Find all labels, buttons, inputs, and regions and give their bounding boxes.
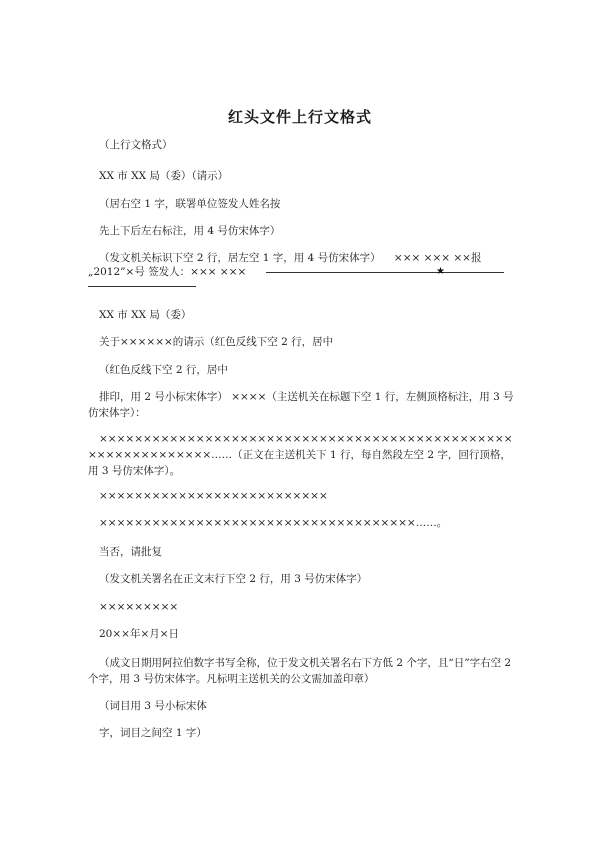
paragraph-format-label: （上行文格式） [99,139,173,151]
issuing-number-note-text: （发文机关标识下空 2 行，居左空 1 字，用 4 号仿宋体字） [99,252,381,264]
issuing-number-tail: ××× ××× ××报 [393,252,482,264]
paragraph-body-3: ××××××××××××××××××××××××××××××××××××……。 [99,517,448,529]
paragraph-closing: 当否，请批复 [99,546,162,558]
paragraph-body-2: ×××××××××××××××××××××××××× [99,490,328,502]
paragraph-recipient-note: 排印，用 2 号小标宋体字） ××××（主送机关在标题下空 1 行，左侧顶格标注，用 3 号仿宋体字）： [88,391,514,419]
issuing-number-block [88,250,518,284]
paragraph-keyword-note-2: 字，词目之间空 1 字） [99,727,207,739]
document-title: 红头文件上行文格式 [227,108,372,126]
star-icon: ★ [436,266,445,277]
paragraph-date: 20××年×月×日 [99,628,180,640]
paragraph-request-title: 关于××××××的请示（红色反线下空 2 行，居中 [99,336,334,348]
paragraph-body-1: ×××××××××××××××××××××××××××××××××××××××××××××××××××××××××××××……（正文在主送机关下 1 行，每自然段左空 2 字，回行顶格，用 3 号仿宋体字）。 [88,433,513,477]
paragraph-office-name: XX 市 XX 局（委） [99,309,192,321]
paragraph-signer-note-2: 先上下后左右标注，用 4 号仿宋体字） [99,225,281,237]
issuing-number-signer: „2012”×号 签发人：××× ××× [88,266,247,278]
paragraph-signature: ××××××××× [99,601,179,613]
red-rule-right [448,272,503,273]
paragraph-issuing-office: XX 市 XX 局（委）（请示） [99,170,229,182]
paragraph-date-note: （成文日期用阿拉伯数字书写全称，位于发文机关署名右下方低 2 个字，且“日”字右空 2 个字，用 3 号仿宋体字。凡标明主送机关的公文需加盖印章） [88,657,512,685]
red-rule-under [88,286,196,287]
paragraph-keyword-note-1: （词目用 3 号小标宋体 [99,700,207,712]
paragraph-signature-note: （发文机关署名在正文末行下空 2 行，用 3 号仿宋体字） [99,573,368,585]
paragraph-title-note: （红色反线下空 2 行，居中 [99,364,228,376]
paragraph-signer-note-1: （居右空 1 字，联署单位签发人姓名按 [99,198,281,210]
